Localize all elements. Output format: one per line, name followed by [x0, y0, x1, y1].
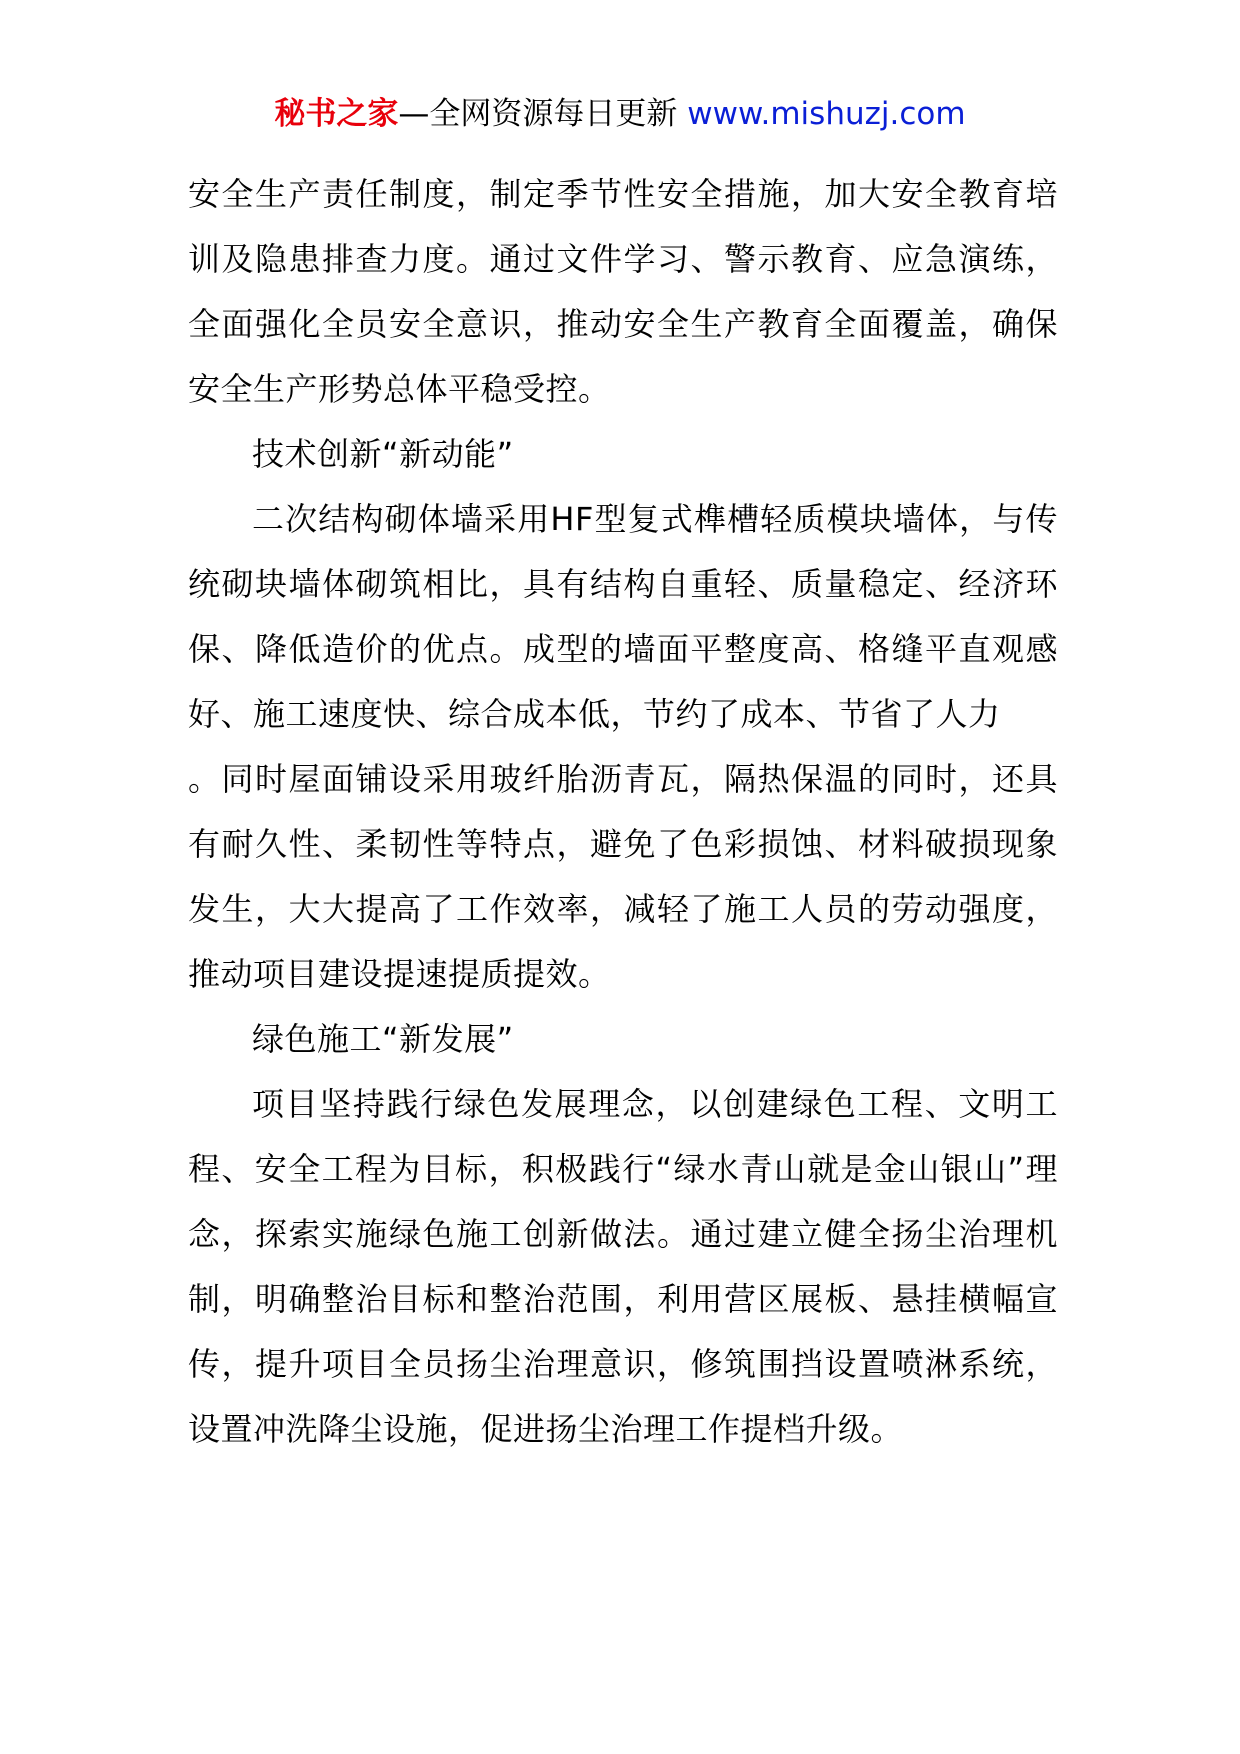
paragraph-green-construction: 项目坚持践行绿色发展理念，以创建绿色工程、文明工程、安全工程为目标，积极践行“绿水青山就是金山银山”理念，探索实施绿色施工创新做法。通过建立健全扬尘治理机制，明确整治目标和整治范围，利用营区展板、悬挂横幅宣传，提升项目全员扬尘治理意识，修筑围挡设置喷淋系统，设置冲洗降尘设施，促进扬尘治理工作提档升级。: [188, 1085, 1058, 1448]
page-header: [0, 94, 1240, 134]
document-body: [188, 162, 1058, 1462]
paragraph-roofing: 。同时屋面铺设采用玻纤胎沥青瓦，隔热保温的同时，还具有耐久性、柔韧性等特点，避免了色彩损蚀、材料破损现象发生，大大提高了工作效率，减轻了施工人员的劳动强度，推动项目建设提速提质提效。: [188, 760, 1058, 993]
site-brand-name: 秘书之家: [274, 96, 399, 132]
site-url-link[interactable]: www.mishuzj.com: [687, 96, 966, 132]
paragraph-tech-innovation: 二次结构砌体墙采用HF型复式榫槽轻质模块墙体，与传统砌块墙体砌筑相比，具有结构自重轻、质量稳定、经济环保、降低造价的优点。成型的墙面平整度高、格缝平直观感好、施工速度快、综合成本低，节约了成本、节省了人力: [188, 500, 1058, 733]
site-tagline: —全网资源每日更新: [398, 96, 688, 132]
section-heading-tech-innovation: 技术创新“新动能”: [252, 435, 514, 473]
section-heading-green-construction: 绿色施工“新发展”: [252, 1020, 514, 1058]
paragraph-safety-continued: 安全生产责任制度，制定季节性安全措施，加大安全教育培训及隐患排查力度。通过文件学习、警示教育、应急演练，全面强化全员安全意识，推动安全生产教育全面覆盖，确保安全生产形势总体平稳受控。: [188, 175, 1058, 408]
